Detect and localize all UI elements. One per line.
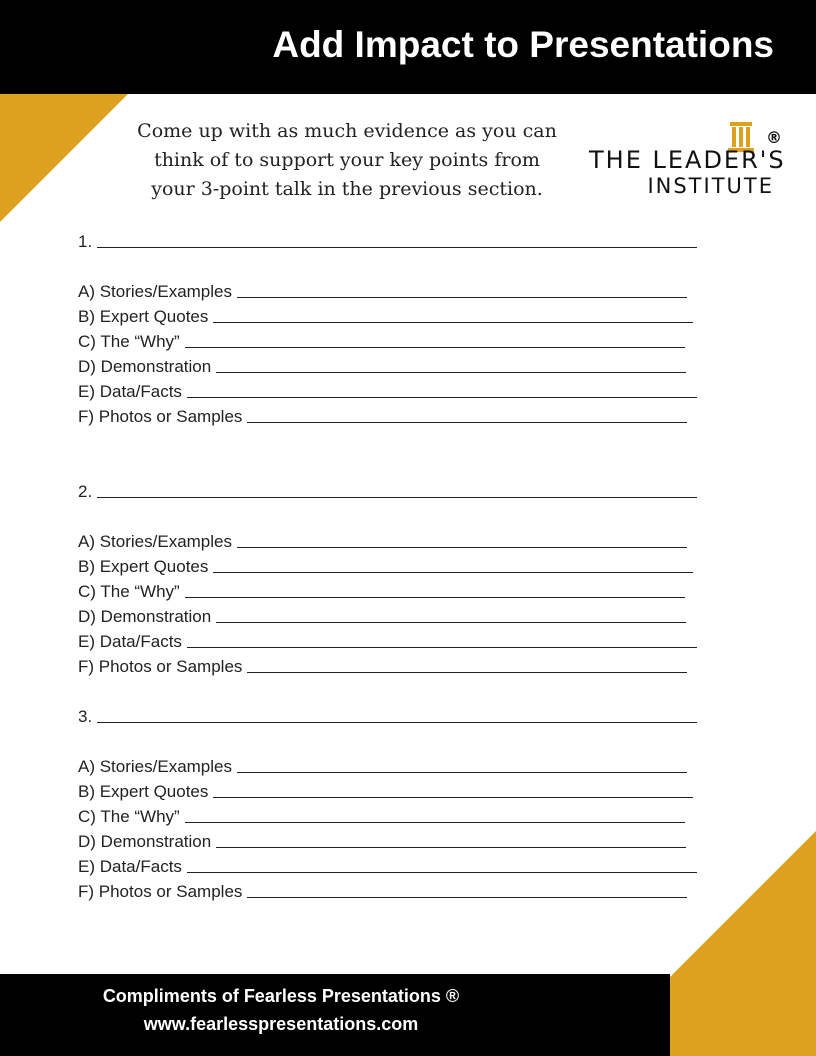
point-1-row[interactable]	[78, 227, 718, 252]
registered-mark: ®	[766, 128, 782, 147]
evidence-blank[interactable]	[187, 647, 697, 648]
evidence-form	[78, 227, 718, 902]
point-number: 1.	[78, 232, 93, 251]
evidence-blank[interactable]	[237, 547, 687, 548]
page-title: Add Impact to Presentations	[272, 24, 774, 65]
evidence-blank[interactable]	[247, 422, 687, 423]
point-number: 3.	[78, 707, 93, 726]
intro-text	[120, 117, 574, 204]
intro-line: Come up with as much evidence as you can	[137, 120, 557, 142]
evidence-row[interactable]	[78, 777, 718, 802]
intro-line: your 3-point talk in the previous section.	[151, 178, 543, 200]
evidence-row[interactable]	[78, 302, 718, 327]
evidence-label: F) Photos or Samples	[78, 882, 243, 901]
evidence-row[interactable]	[78, 602, 718, 627]
evidence-row[interactable]	[78, 652, 718, 677]
evidence-row[interactable]	[78, 277, 718, 302]
point-1-blank[interactable]	[97, 247, 697, 248]
evidence-row[interactable]	[78, 402, 718, 427]
evidence-row[interactable]	[78, 802, 718, 827]
evidence-label: B) Expert Quotes	[78, 307, 209, 326]
evidence-label: D) Demonstration	[78, 832, 212, 851]
intro-line: think of to support your key points from	[154, 149, 540, 171]
evidence-blank[interactable]	[237, 772, 687, 773]
evidence-label: B) Expert Quotes	[78, 782, 209, 801]
point-number: 2.	[78, 482, 93, 501]
evidence-label: F) Photos or Samples	[78, 657, 243, 676]
evidence-blank[interactable]	[213, 322, 693, 323]
evidence-label: D) Demonstration	[78, 607, 212, 626]
evidence-label: F) Photos or Samples	[78, 407, 243, 426]
point-3-blank[interactable]	[97, 722, 697, 723]
evidence-blank[interactable]	[213, 572, 693, 573]
point-2-blank[interactable]	[97, 497, 697, 498]
evidence-label: A) Stories/Examples	[78, 282, 232, 301]
logo	[586, 122, 786, 202]
evidence-row[interactable]	[78, 552, 718, 577]
evidence-row[interactable]	[78, 627, 718, 652]
point-2-row[interactable]	[78, 477, 718, 502]
evidence-blank[interactable]	[216, 622, 686, 623]
evidence-blank[interactable]	[213, 797, 693, 798]
evidence-row[interactable]	[78, 527, 718, 552]
evidence-row[interactable]	[78, 352, 718, 377]
evidence-row[interactable]	[78, 577, 718, 602]
evidence-label: C) The “Why”	[78, 582, 180, 601]
evidence-label: E) Data/Facts	[78, 857, 182, 876]
footer-url[interactable]: www.fearlesspresentations.com	[143, 1014, 419, 1034]
logo-text-line2: INSTITUTE	[647, 174, 774, 198]
evidence-label: C) The “Why”	[78, 807, 180, 826]
logo-text-line1: THE LEADER'S	[589, 146, 786, 174]
evidence-blank[interactable]	[216, 372, 686, 373]
evidence-blank[interactable]	[237, 297, 687, 298]
evidence-row[interactable]	[78, 752, 718, 777]
evidence-label: E) Data/Facts	[78, 632, 182, 651]
evidence-label: C) The “Why”	[78, 332, 180, 351]
evidence-label: A) Stories/Examples	[78, 532, 232, 551]
evidence-blank[interactable]	[185, 822, 685, 823]
evidence-blank[interactable]	[247, 672, 687, 673]
evidence-row[interactable]	[78, 327, 718, 352]
footer-credit: Compliments of Fearless Presentations ®	[102, 986, 460, 1006]
evidence-label: A) Stories/Examples	[78, 757, 232, 776]
evidence-blank[interactable]	[185, 347, 685, 348]
evidence-label: D) Demonstration	[78, 357, 212, 376]
evidence-label: E) Data/Facts	[78, 382, 182, 401]
evidence-row[interactable]	[78, 377, 718, 402]
point-3-row[interactable]	[78, 702, 718, 727]
evidence-blank[interactable]	[187, 397, 697, 398]
evidence-label: B) Expert Quotes	[78, 557, 209, 576]
evidence-blank[interactable]	[185, 597, 685, 598]
